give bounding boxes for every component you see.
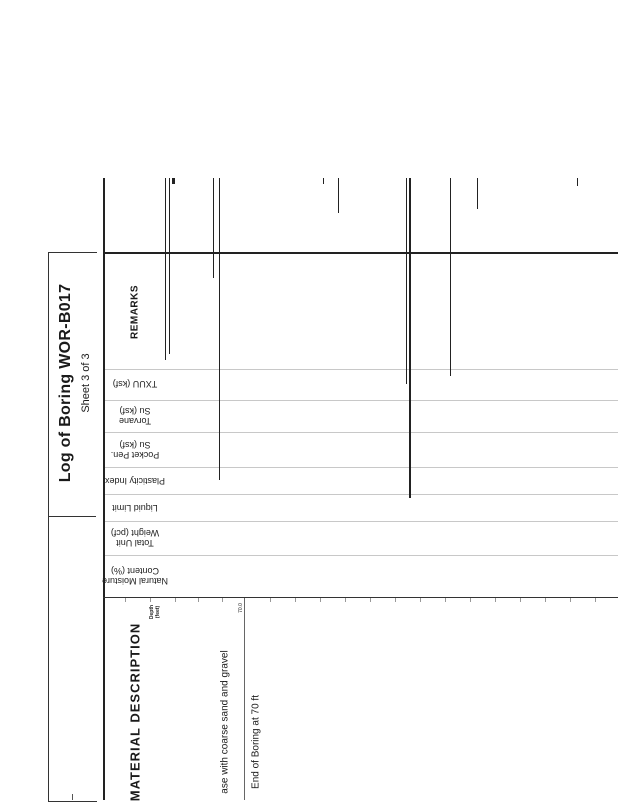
depth-tick xyxy=(545,598,546,602)
sheet-number: Sheet 3 of 3 xyxy=(80,353,92,413)
depth-tick xyxy=(595,598,596,602)
natural-moisture-unit: Content (%) xyxy=(110,566,160,576)
material-description-header: MATERIAL DESCRIPTION xyxy=(127,622,143,802)
torvane-label: Torvane xyxy=(118,416,152,426)
depth-header xyxy=(149,605,161,619)
header-top-line xyxy=(103,252,618,254)
artifact-line xyxy=(172,178,175,184)
depth-tick xyxy=(198,598,199,602)
depth-tick xyxy=(570,598,571,602)
depth-tick xyxy=(320,598,321,602)
artifact-line xyxy=(450,178,451,376)
page-title: Log of Boring WOR-B017 xyxy=(57,283,74,483)
artifact-line xyxy=(477,178,478,209)
depth-tick xyxy=(125,598,126,602)
total-unit-weight-header xyxy=(111,528,159,548)
remarks-header: REMARKS xyxy=(129,284,141,340)
total-unit-weight-unit: Weight (pcf) xyxy=(110,528,160,538)
depth-unit: (feet) xyxy=(155,605,161,619)
pocket-pen-label: Pocket Pen. xyxy=(110,450,160,460)
depth-tick xyxy=(175,598,176,602)
artifact-line xyxy=(406,178,407,384)
artifact-line xyxy=(165,178,166,360)
col-sep-txuu xyxy=(105,400,618,401)
depth-tick xyxy=(150,598,151,602)
depth-tick xyxy=(222,598,223,602)
artifact-line xyxy=(219,178,220,480)
col-sep-pi xyxy=(105,494,618,495)
liquid-limit-header: Liquid Limit xyxy=(112,503,158,513)
depth-mark: 70.0 xyxy=(238,603,244,613)
depth-tick xyxy=(270,598,271,602)
description-line: ase with coarse sand and gravel xyxy=(219,650,231,794)
depth-tick xyxy=(445,598,446,602)
depth-tick xyxy=(345,598,346,602)
col-sep-torvane xyxy=(105,432,618,433)
artifact-line xyxy=(577,178,578,186)
col-sep-ll xyxy=(105,521,618,522)
pocket-pen-header xyxy=(111,440,160,460)
left-border-line xyxy=(103,178,105,800)
depth-tick xyxy=(370,598,371,602)
title-block-divider xyxy=(48,516,96,517)
col-sep-pocketpen xyxy=(105,467,618,468)
depth-tick xyxy=(295,598,296,602)
depth-tick xyxy=(495,598,496,602)
pocket-pen-unit: Su (ksf) xyxy=(119,440,151,450)
depth-tick xyxy=(420,598,421,602)
artifact-line xyxy=(409,178,411,498)
col-sep-remarks xyxy=(105,369,618,370)
depth-axis-line xyxy=(103,597,618,598)
col-sep-unitweight xyxy=(105,555,618,556)
natural-moisture-label: Natural Moisture xyxy=(101,576,169,586)
depth-tick xyxy=(520,598,521,602)
torvane-header xyxy=(119,406,151,426)
header-bottom-mark xyxy=(72,794,73,800)
artifact-line xyxy=(169,178,170,354)
depth-tick xyxy=(395,598,396,602)
artifact-line xyxy=(213,178,214,278)
end-of-boring-line xyxy=(244,598,245,800)
total-unit-weight-label: Total Unit xyxy=(116,538,154,548)
natural-moisture-header xyxy=(102,566,168,586)
txuu-header: TXUU (ksf) xyxy=(112,379,158,389)
artifact-line xyxy=(323,178,324,184)
plasticity-index-header: Plasticity Index xyxy=(104,476,166,486)
end-of-boring-text: End of Boring at 70 ft xyxy=(250,695,262,789)
depth-tick xyxy=(470,598,471,602)
depth-label: Depth xyxy=(149,604,155,620)
artifact-line xyxy=(338,178,339,213)
torvane-unit: Su (ksf) xyxy=(119,406,151,416)
